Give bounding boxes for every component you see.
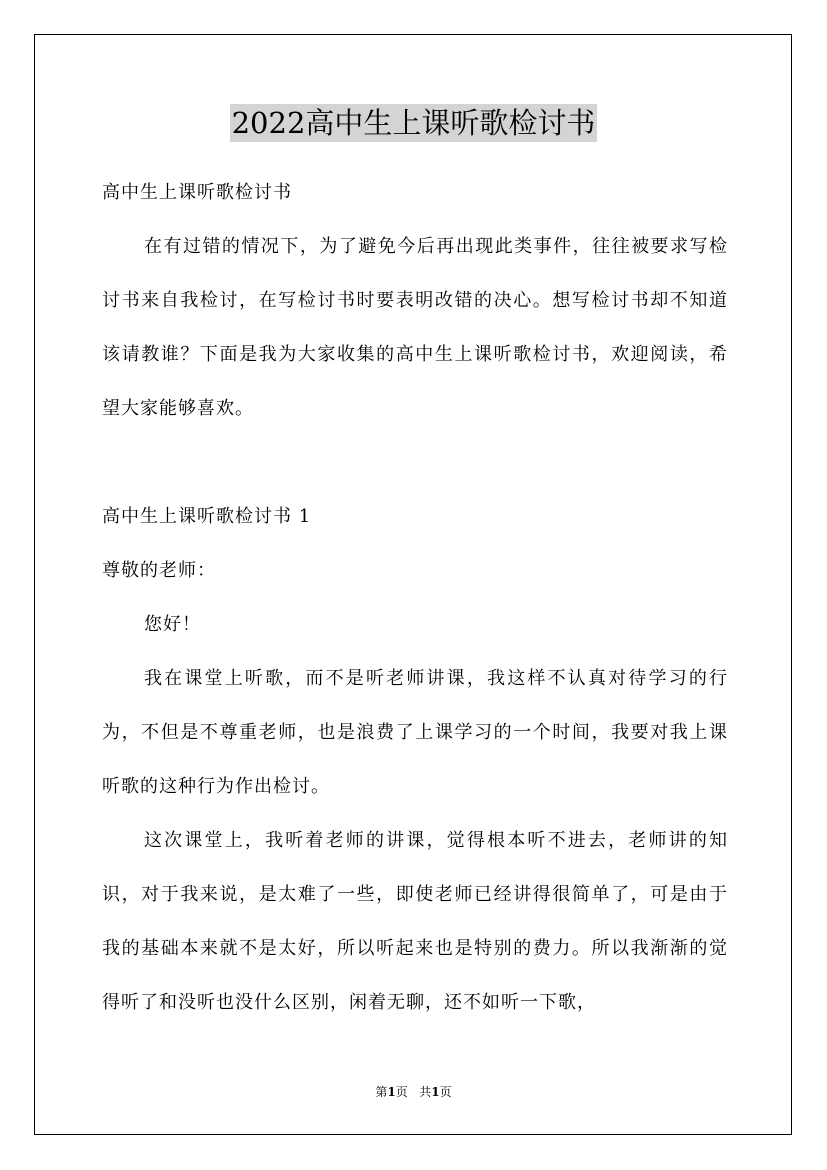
- body-paragraph-2: 这次课堂上，我听着老师的讲课，觉得根本听不进去，老师讲的知识，对于我来说，是太难了一些，即使老师已经讲得很简单了，可是由于我的基础本来就不是太好，所以听起来也是特别的费力。所以我渐渐的觉得听了和没听也没什么区别，闲着无聊，还不如听一下歌，: [102, 830, 728, 1013]
- intro-paragraph: 在有过错的情况下，为了避免今后再出现此类事件，往往被要求写检讨书来自我检讨，在写检讨书时要表明改错的决心。想写检讨书却不知道该请教谁？下面是我为大家收集的高中生上课听歌检讨书，欢迎阅读，希望大家能够喜欢。: [102, 236, 728, 419]
- total-prefix: 共: [419, 1085, 432, 1099]
- page-prefix: 第: [375, 1085, 388, 1099]
- total-suffix: 页: [439, 1085, 452, 1099]
- page-footer: [0, 1084, 827, 1100]
- greeting: 您好！: [144, 614, 201, 635]
- total-pages: 1: [431, 1085, 440, 1099]
- section-title: 高中生上课听歌检讨书 1: [102, 506, 312, 527]
- page-number: 1: [387, 1085, 396, 1099]
- page-suffix: 页: [395, 1085, 408, 1099]
- title-wrap: [0, 104, 827, 142]
- document-title: 2022高中生上课听歌检讨书: [231, 106, 596, 140]
- salutation: 尊敬的老师：: [102, 560, 216, 581]
- body-paragraph-1: 我在课堂上听歌，而不是听老师讲课，我这样不认真对待学习的行为，不但是不尊重老师，也是浪费了上课学习的一个时间，我要对我上课听歌的这种行为作出检讨。: [102, 668, 728, 797]
- subtitle: 高中生上课听歌检讨书: [102, 182, 292, 203]
